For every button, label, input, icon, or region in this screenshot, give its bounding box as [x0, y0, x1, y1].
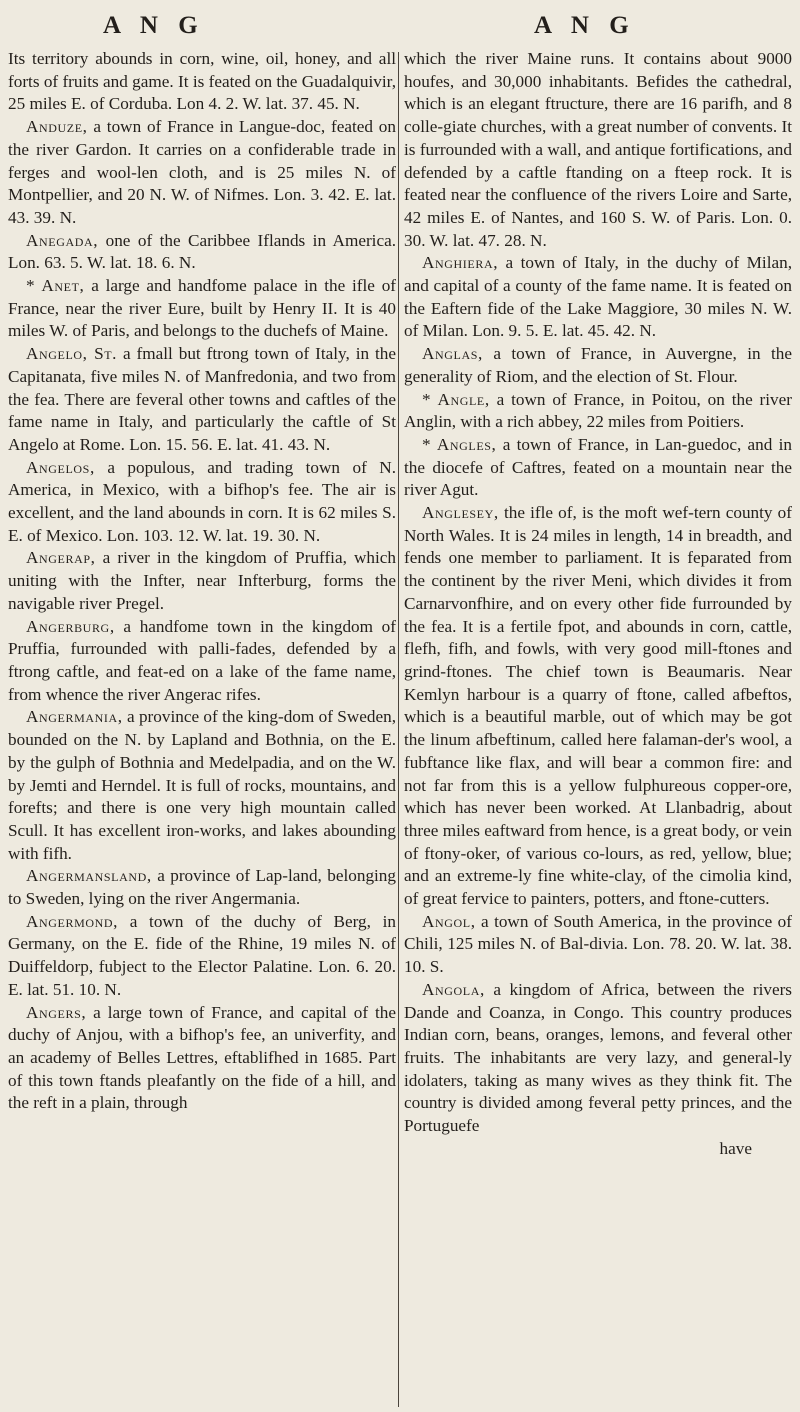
dictionary-entry [8, 1002, 396, 1116]
dictionary-entry [404, 502, 792, 911]
entry-body: a town of the duchy of Berg, in Germany, on the E. fide of the Rhine, 19 miles N. of Duiffeldorp, fubject to the Elector Palatine. Lon. 6. 20. E. lat. 51. 10. N. [8, 911, 396, 999]
dictionary-entry [8, 275, 396, 343]
entry-body: a province of Lap-land, belonging to Sweden, lying on the river Angermania. [8, 866, 396, 909]
dictionary-entry [404, 252, 792, 343]
asterisk-mark: * [422, 434, 437, 454]
entry-body: which the river Maine runs. It contains about 9000 houfes, and 30,000 inhabitants. Befides the cathedral, which is an elegant ftructure, there are 16 parifh, and 8 colle-giate churches, with a great number of convents. It is furrounded with a wall, and antique fortifications, and defended by a caftle ftanding on a fteep rock. It is feated near the confluence of the rivers Loire and Sarte, 42 miles E. of Nantes, and 160 S. W. of Paris. Lon. 0. 30. W. lat. 47. 28. N. [404, 49, 792, 250]
entry-headword: Angers, [26, 1002, 87, 1022]
entry-body: a river in the kingdom of Pruffia, which uniting with the Infter, near Infterburg, forms the navigable river Pregel. [8, 548, 396, 613]
entry-body: a populous, and trading town of N. America, in Mexico, with a bifhop's fee. The air is excellent, and the land abounds in corn. It is 62 miles S. E. of Mexico. Lon. 103. 12. W. lat. 19. 30. N. [8, 457, 396, 545]
dictionary-entry [8, 457, 396, 548]
entry-headword: Angles, [436, 434, 497, 454]
entry-headword: Anduze, [26, 117, 88, 137]
entry-headword: Angle, [437, 389, 490, 409]
entry-headword: Angermansland, [26, 866, 152, 886]
asterisk-mark: * [26, 276, 42, 296]
entry-body: Its territory abounds in corn, wine, oil, honey, and all forts of fruits and game. It is feated on the Guadalquivir, 25 miles E. of Corduba. Lon 4. 2. W. lat. 37. 45. N. [8, 49, 396, 114]
entry-headword: Angermania, [26, 707, 123, 727]
entry-headword: Angol, [422, 911, 476, 931]
continued-entry-text [404, 48, 792, 252]
column-divider [398, 52, 399, 1407]
dictionary-entry [8, 616, 396, 707]
right-column-text [404, 48, 792, 1138]
entry-headword: Angerap, [26, 548, 96, 568]
entry-body: a kingdom of Africa, between the rivers Dande and Coanza, in Congo. This country produces Indian corn, beans, oranges, lemons, and feveral other fruits. The inhabitants are very lazy, and general-ly idolaters, taking as many wives as they think fit. The country is divided among feveral petty princes, and the Portuguefe [404, 979, 792, 1136]
right-column [404, 0, 792, 1412]
entry-headword: Anglesey, [422, 503, 499, 523]
entry-body: a town of France, in Lan-guedoc, and in the diocefe of Caftres, feated on a mountain near the river Agut. [404, 434, 792, 500]
entry-headword: Angelo, St. [26, 344, 118, 364]
entry-headword: Anglas, [422, 344, 483, 364]
entry-headword: Angerburg, [26, 616, 115, 636]
dictionary-entry [8, 911, 396, 1002]
entry-body: the ifle of, is the moft wef-tern county of North Wales. It is 24 miles in length, 14 in breadth, and fends one member to parliament. It is feparated from the continent by the river Meni, which divides it from Carnarvonfhire, and on every other fide furrounded by the fea. It is a fertile fpot, and abounds in corn, cattle, flefh, fifh, and fowls, with very good mill-ftones and grind-ftones. The chief town is Beaumaris. Near Kemlyn harbour is a quarry of ftone, called afbeftos, which is a beautiful marble, out of which may be got the linum afbeftinum, called here falaman-der's wool, a fubftance like flax, and will bear a common fire: and not far from this is a yellow fulphureous copper-ore, which has never been worked. At Llanbadrig, about three miles eaftward from hence, is a great body, or vein of ftony-oker, of various co-lours, as red, yellow, blue; and an extreme-ly fine white-clay, of the cimolia kind, of great fervice to painters, potters, and ftone-cutters. [404, 503, 792, 909]
dictionary-entry [8, 343, 396, 457]
entry-body: a handfome town in the kingdom of Pruffia, furrounded with palli-fades, defended by a ftrong caftle, and feat-ed on a lake of the fame name, from whence the river Angerac rifes. [8, 616, 396, 704]
dictionary-entry [404, 911, 792, 979]
entry-body: a large and handfome palace in the ifle of France, near the river Eure, built by Henry II. It is 40 miles W. of Paris, and belongs to the duchefs of Maine. [8, 276, 396, 341]
dictionary-entry [8, 865, 396, 910]
entry-body: one of the Caribbee Iflands in America. Lon. 63. 5. W. lat. 18. 6. N. [8, 230, 396, 273]
continued-entry-text [8, 48, 396, 116]
entry-body: a town of France in Langue-doc, feated on the river Gardon. It carries on a confiderable trade in ferges and wool-len cloth, and is 25 miles N. of Montpellier, and 20 N. W. of Nifmes. Lon. 3. 42. E. lat. 43. 39. N. [8, 117, 396, 227]
entry-body: a town of France, in Auvergne, in the generality of Riom, and the election of St. Flour. [404, 344, 792, 386]
entry-body: a town of Italy, in the duchy of Milan, and capital of a county of the fame name. It is feated on the Eaftern fide of the Lake Maggiore, 30 miles N. W. of Milan. Lon. 9. 5. E. lat. 45. 42. N. [404, 253, 792, 341]
entry-headword: Angermond, [26, 911, 119, 931]
left-running-head: A N G [103, 12, 205, 39]
entry-headword: Anegada, [26, 230, 99, 250]
entry-headword: Angelos, [26, 457, 95, 477]
entry-headword: Angola, [422, 979, 485, 999]
dictionary-entry [8, 116, 396, 230]
entry-body: a fmall but ftrong town of Italy, in the Capitanata, five miles N. of Manfredonia, and two from the fea. There are feveral other towns and caftles of the fame name in Italy, and particularly the caftle of St Angelo at Rome. Lon. 15. 56. E. lat. 41. 43. N. [8, 344, 396, 454]
dictionary-entry [404, 434, 792, 502]
right-running-head: A N G [534, 12, 636, 39]
entry-body: a large town of France, and capital of the duchy of Anjou, with a bifhop's fee, an univerfity, and an academy of Belles Lettres, eftablifhed in 1685. Part of this town ftands pleafantly on the fide of a hill, and the reft in a plain, through [8, 1002, 396, 1113]
dictionary-entry [8, 547, 396, 615]
dictionary-entry [404, 979, 792, 1138]
entry-body: a town of France, in Poitou, on the river Anglin, with a rich abbey, 22 miles from Poitiers. [404, 389, 792, 432]
dictionary-entry [8, 230, 396, 275]
entry-headword: Anet, [41, 276, 85, 296]
left-column [8, 0, 396, 1412]
entry-headword: Anghiera, [422, 253, 499, 273]
entry-body: a town of South America, in the province of Chili, 125 miles N. of Bal-divia. Lon. 78. 20. W. lat. 38. 10. S. [404, 911, 792, 977]
dictionary-entry [404, 389, 792, 434]
dictionary-entry [8, 706, 396, 865]
asterisk-mark: * [422, 389, 438, 409]
entry-body: a province of the king-dom of Sweden, bounded on the N. by Lapland and Bothnia, on the E. by the gulph of Bothnia and Medelpadia, and on the W. by Jemti and Herndel. It is full of rocks, mountains, and forefts; and there is one very high mountain called Scull. It has excellent iron-works, and lakes abounding with fifh. [8, 707, 396, 863]
dictionary-entry [404, 343, 792, 388]
catchword: have [719, 1138, 752, 1158]
left-column-text [8, 48, 396, 1115]
